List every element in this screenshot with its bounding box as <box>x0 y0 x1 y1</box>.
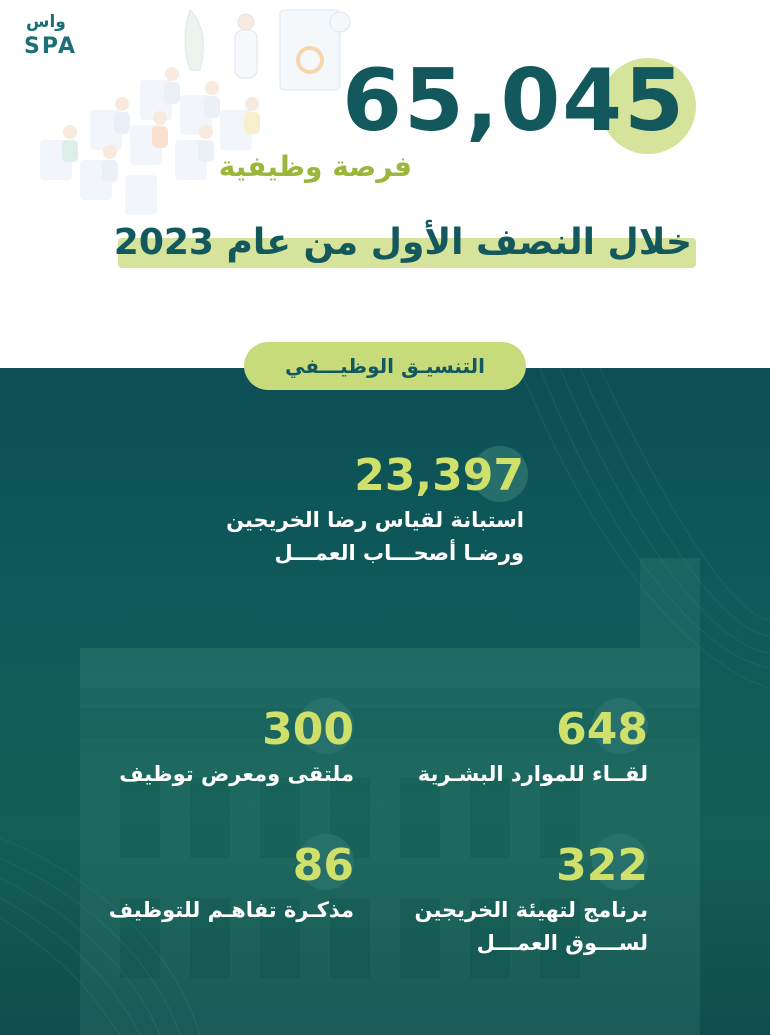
total-jobs-number: 65,045 <box>342 51 686 151</box>
stats-section <box>0 368 770 1035</box>
section-title: التنسيـق الوظيـــفي <box>284 354 486 378</box>
stat-label-line1: مذكـرة تفاهـم للتوظيف <box>108 898 354 922</box>
section-title-pill <box>244 342 526 390</box>
stat-label-line2: لســـوق العمـــل <box>476 930 648 955</box>
stat-number: 23,397 <box>354 450 524 501</box>
training-room-illustration <box>30 0 370 230</box>
stat-label-line1: برنامج لتهيئة الخريجين <box>414 898 648 922</box>
stat-number: 322 <box>556 840 648 891</box>
total-jobs-label: فرصة وظيفية <box>218 150 412 183</box>
stat-number: 648 <box>556 704 648 755</box>
stat-label-line1: لقــاء للموارد البشـرية <box>417 762 648 786</box>
stat-surveys <box>226 450 524 569</box>
building-silhouette <box>60 558 760 1035</box>
logo-latin-text: SPA <box>24 34 77 59</box>
stat-graduate-programs <box>414 840 648 959</box>
header-section <box>0 0 770 368</box>
period-text: خلال النصف الأول من عام 2023 <box>113 222 692 263</box>
stat-label-line2: ورضـا أصحـــاب العمـــل <box>274 540 524 565</box>
stat-hr-meetings <box>417 704 648 791</box>
stat-label-line1: استبانة لقياس رضا الخريجين <box>226 508 524 532</box>
stat-label-line1: ملتقى ومعرض توظيف <box>119 762 354 786</box>
stat-job-fairs <box>119 704 354 791</box>
stat-number: 86 <box>292 840 354 891</box>
logo-arabic-text: واس <box>26 12 66 32</box>
stat-mous <box>108 840 354 927</box>
stat-number: 300 <box>262 704 354 755</box>
